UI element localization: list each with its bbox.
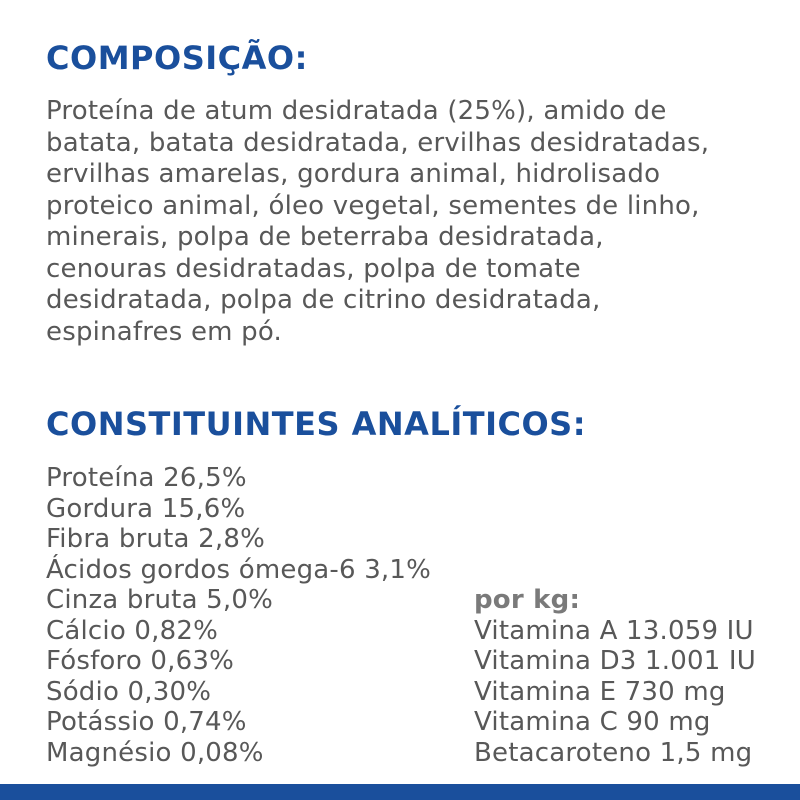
composition-line: minerais, polpa de beterraba desidratada, xyxy=(46,222,604,252)
constituent-magnesium: Magnésio 0,08% xyxy=(46,737,264,768)
footer-bar xyxy=(0,784,800,800)
constituent-protein: Proteína 26,5% xyxy=(46,463,247,493)
vitamin-e: Vitamina E 730 mg xyxy=(474,676,726,707)
constituent-sodium: Sódio 0,30% xyxy=(46,676,212,707)
vitamin-d3: Vitamina D3 1.001 IU xyxy=(474,646,757,676)
beta-carotene: Betacaroteno 1,5 mg xyxy=(474,737,753,768)
vitamin-c: Vitamina C 90 mg xyxy=(474,707,711,737)
constituent-omega-6: Ácidos gordos ómega-6 3,1% xyxy=(46,554,432,585)
composition-line: cenouras desidratadas, polpa de tomate xyxy=(46,253,581,284)
constituent-phosphorus: Fósforo 0,63% xyxy=(46,646,235,676)
constituents-heading: CONSTITUINTES ANALÍTICOS: xyxy=(46,405,586,443)
constituent-fat: Gordura 15,6% xyxy=(46,493,246,524)
composition-text xyxy=(46,96,766,348)
vitamins-list xyxy=(474,585,756,768)
constituent-crude-fibre: Fibra bruta 2,8% xyxy=(46,524,265,554)
composition-line: Proteína de atum desidratada (25%), amido de xyxy=(46,96,667,126)
constituent-potassium: Potássio 0,74% xyxy=(46,707,247,737)
composition-line: batata, batata desidratada, ervilhas desidratadas, xyxy=(46,127,710,158)
composition-line: ervilhas amarelas, gordura animal, hidrolisado xyxy=(46,159,661,189)
constituent-calcium: Cálcio 0,82% xyxy=(46,615,218,646)
constituent-crude-ash: Cinza bruta 5,0% xyxy=(46,585,274,615)
composition-heading: COMPOSIÇÃO: xyxy=(46,39,308,77)
analytical-constituents-list xyxy=(46,463,431,768)
composition-line: proteico animal, óleo vegetal, sementes de linho, xyxy=(46,190,700,221)
composition-line: desidratada, polpa de citrino desidratada, xyxy=(46,285,601,315)
per-kg-label: por kg: xyxy=(474,585,581,615)
vitamin-a: Vitamina A 13.059 IU xyxy=(474,615,754,646)
composition-line: espinafres em pó. xyxy=(46,316,282,347)
